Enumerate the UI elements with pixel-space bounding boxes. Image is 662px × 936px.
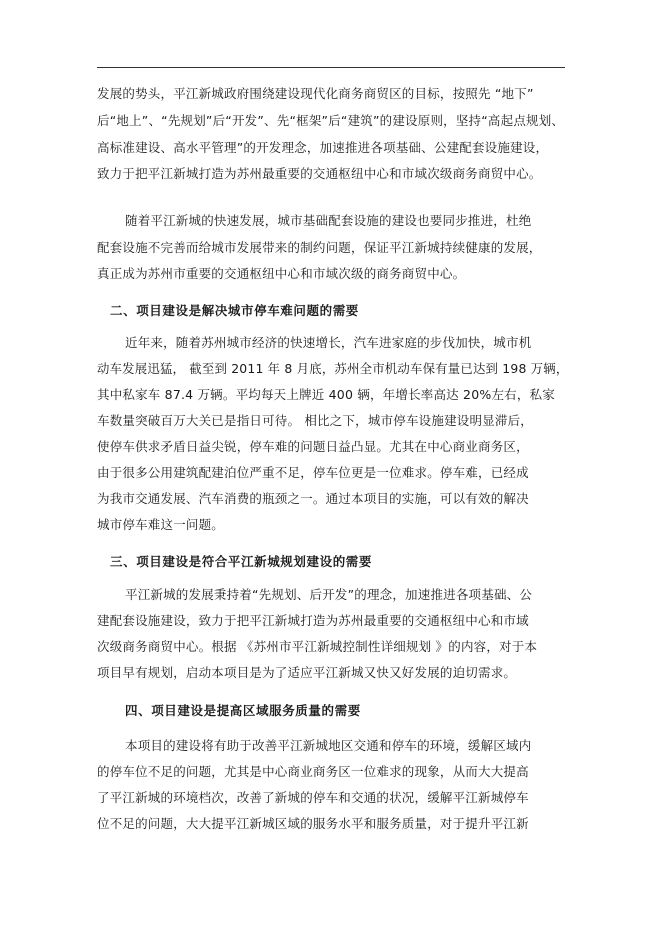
- paragraph-3-line-6: 由于很多公用建筑配建泊位严重不足，停车位更是一位难求。停车难，已经成: [97, 465, 529, 480]
- paragraph-3-line-1: 近年来，随着苏州城市经济的快速增长，汽车进家庭的步伐加快，城市机: [125, 335, 532, 350]
- header-rule: [97, 67, 565, 68]
- paragraph-3-line-5: 使停车供求矛盾日益尖锐，停车难的问题日益凸显。尤其在中心商业商务区，: [97, 439, 529, 454]
- paragraph-5-line-3: 了平江新城的环境档次，改善了新城的停车和交通的状况，缓解平江新城停车: [97, 790, 529, 805]
- section-heading-4: 四、项目建设是提高区域服务质量的需要: [125, 703, 361, 718]
- paragraph-4-line-4: 项目早有规划，启动本项目是为了适应平江新城又快又好发展的迫切需求。: [97, 665, 517, 680]
- paragraph-4-line-2: 建配套设施建设，致力于把平江新城打造为苏州最重要的交通枢纽中心和市域: [97, 613, 529, 628]
- paragraph-4-line-1: 平江新城的发展秉持着“先规划、后开发”的理念，加速推进各项基础、公: [125, 587, 533, 602]
- paragraph-2-line-3: 真正成为苏州市重要的交通枢纽中心和市域次级的商务商贸中心。: [97, 266, 466, 281]
- paragraph-3-line-8: 城市停车难这一问题。: [97, 517, 225, 532]
- paragraph-3-line-3: 其中私家车 87.4 万辆。平均每天上牌近 400 辆，年增长率高达 20%左右，私家: [97, 387, 555, 402]
- section-heading-2: 二、项目建设是解决城市停车难问题的需要: [110, 303, 359, 318]
- paragraph-4-line-3: 次级商务商贸中心。根据 《苏州市平江新城控制性详细规划 》的内容，对于本: [97, 639, 538, 654]
- paragraph-1-line-4: 致力于把平江新城打造为苏州最重要的交通枢纽中心和市域次级商务商贸中心。: [97, 166, 542, 181]
- paragraph-2-line-1: 随着平江新城的快速发展，城市基础配套设施的建设也要同步推进，杜绝: [125, 213, 532, 228]
- paragraph-5-line-2: 的停车位不足的问题，尤其是中心商业商务区一位难求的现象，从而大大提高: [97, 764, 529, 779]
- paragraph-1-line-2: 后“地上”、“先规划”后“开发”、先“框架”后“建筑”的建设原则，坚持“高起点规划、: [97, 113, 565, 128]
- section-heading-3: 三、项目建设是符合平江新城规划建设的需要: [110, 554, 373, 569]
- paragraph-5-line-1: 本项目的建设将有助于改善平江新城地区交通和停车的环境，缓解区域内: [125, 738, 532, 753]
- paragraph-1-line-1: 发展的势头，平江新城政府围绕建设现代化商务商贸区的目标，按照先 “地下”: [97, 86, 534, 101]
- paragraph-5-line-4: 位不足的问题，大大提平江新城区域的服务水平和服务质量，对于提升平江新: [97, 816, 529, 831]
- paragraph-3-line-2: 动车发展迅猛， 截至到 2011 年 8 月底，苏州全市机动车保有量已达到 198 万辆，: [97, 361, 569, 376]
- paragraph-2-line-2: 配套设施不完善而给城市发展带来的制约问题，保证平江新城持续健康的发展，: [97, 240, 542, 255]
- paragraph-1-line-3: 高标准建设、高水平管理”的开发理念，加速推进各项基础、公建配套设施建设，: [97, 140, 549, 155]
- paragraph-3-line-7: 为我市交通发展、汽车消费的瓶颈之一。通过本项目的实施，可以有效的解决: [97, 491, 529, 506]
- paragraph-3-line-4: 车数量突破百万大关已是指日可待。 相比之下，城市停车设施建设明显滞后，: [97, 413, 533, 428]
